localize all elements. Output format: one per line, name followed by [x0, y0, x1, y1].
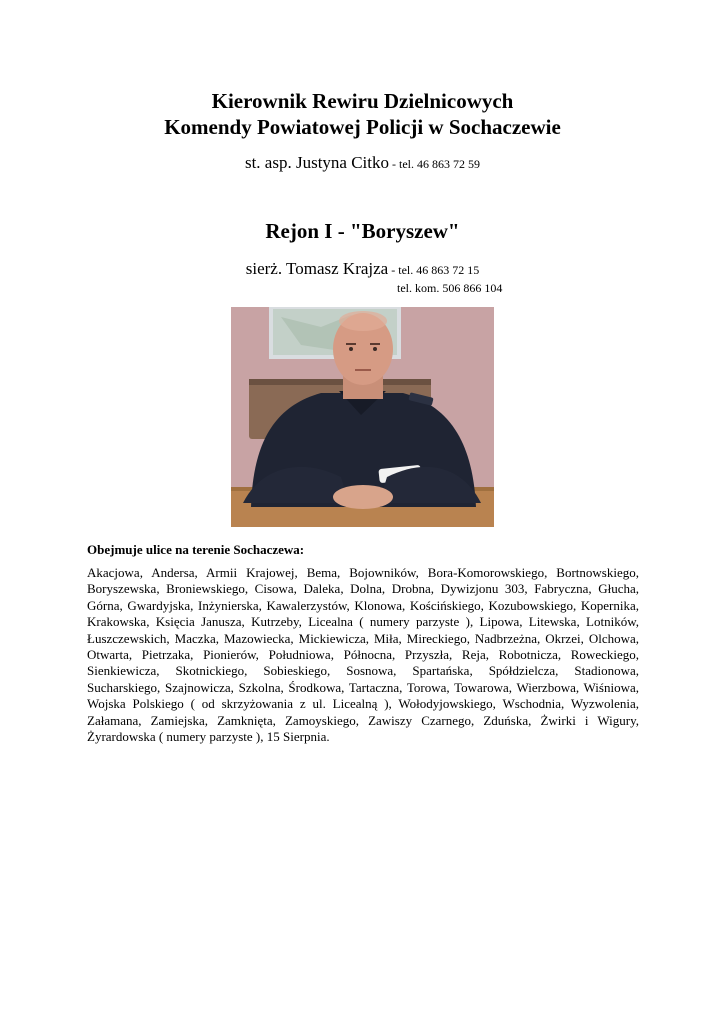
officer-info — [0, 258, 725, 281]
officer-phone: - tel. 46 863 72 15 — [388, 263, 480, 277]
supervisor-name: st. asp. Justyna Citko — [244, 153, 390, 172]
region-title: Rejon I - "Boryszew" — [265, 219, 460, 243]
page-title-line-1: Kierownik Rewiru Dzielnicowych — [211, 89, 514, 113]
streets-list: Akacjowa, Andersa, Armii Krajowej, Bema, Bojowników, Bora-Komorowskiego, Bortnowskiego, Boryszewska, Broniewskiego, Cisowa, Daleka, Dolna, Drobna, Dywizjonu 303, Fabryczna, Głucha, Górna, Gwardyjska, Inżynierska, Kawalerzystów, Klonowa, Kościńskiego, Kozubowskiego, Kopernika, Krakowska, Księcia Janusza, Kutrzeby, Licealna ( numery parzyste ), Lipowa, Litewska, Lotników, Łuszczewskich, Maczka, Mazowiecka, Mickiewicza, Miła, Mireckiego, Nadbrzeżna, Okrzei, Olchowa, Otwarta, Pietrzaka, Pionierów, Południowa, Północna, Przyszła, Reja, Robotnicza, Roweckiego, Sienkiewicza, Skotnickiego, Sobieskiego, Sosnowa, Spartańska, Spółdzielcza, Stadionowa, Sucharskiego, Szajnowicza, Szkolna, Środkowa, Tartaczna, Torowa, Towarowa, Wierzbowa, Wiśniowa, Wojska Polskiego ( od skrzyżowania z ul. Licealną ), Wołodyjowskiego, Wschodnia, Wyzwolenia, Załamana, Zamiejska, Zamknięta, Zamoyskiego, Zawiszy Czarnego, Zduńska, Żwirki i Wigury, Żyrardowska ( numery parzyste ), 15 Sierpnia. — [87, 565, 639, 745]
supervisor-phone: - tel. 46 863 72 59 — [389, 157, 481, 171]
officer-name: sierż. Tomasz Krajza — [245, 259, 389, 278]
officer-photo — [231, 307, 494, 527]
streets-heading: Obejmuje ulice na terenie Sochaczewa: — [87, 542, 305, 557]
supervisor-info — [0, 152, 725, 175]
officer-mobile-phone: tel. kom. 506 866 104 — [397, 281, 503, 295]
officer-portrait-icon — [231, 307, 494, 527]
page-title-line-2: Komendy Powiatowej Policji w Sochaczewie — [164, 115, 561, 139]
